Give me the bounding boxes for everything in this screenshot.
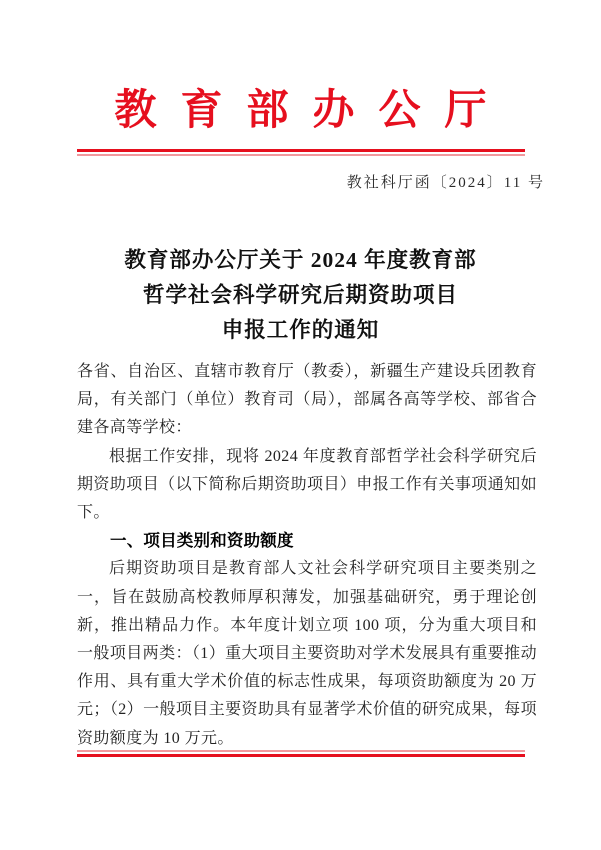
notice-title-line-3: 申报工作的通知 xyxy=(221,318,380,342)
notice-title xyxy=(0,243,601,348)
header-double-rule xyxy=(77,149,525,156)
footer-double-rule xyxy=(77,750,525,757)
document-body xyxy=(77,358,537,753)
recipients-paragraph: 各省、自治区、直辖市教育厅（教委），新疆生产建设兵团教育局，有关部门（单位）教育司（局），部属各高等学校、部省合建各高等学校： xyxy=(77,363,537,437)
header-rule-thin-line xyxy=(77,154,525,156)
section-1-paragraph: 后期资助项目是教育部人文社会科学研究项目主要类别之一，旨在鼓励高校教师厚积薄发，加强基础研究，勇于理论创新，推出精品力作。本年度计划立项 100 项，分为重大项目和一般项目两类：（1）重大项目主要资助对学术发展具有重要推动作用、具有重大学术价值的标志性成果，每项资助额度为 20 万元；（2）一般项目主要资助具有显著学术价值的研究成果，每项资助额度为 10 万元。 xyxy=(77,560,537,747)
document-number: 教社科厅函〔2024〕11 号 xyxy=(346,175,545,191)
section-1-heading: 一、项目类别和资助额度 xyxy=(110,532,294,551)
notice-title-line-2: 哲学社会科学研究后期资助项目 xyxy=(142,283,458,307)
intro-paragraph: 根据工作安排，现将 2024 年度教育部哲学社会科学研究后期资助项目（以下简称后期资助项目）申报工作有关事项通知如下。 xyxy=(77,447,537,522)
letterhead-org-name: 教育部办公厅 xyxy=(114,88,511,134)
notice-title-line-1: 教育部办公厅关于 2024 年度教育部 xyxy=(124,248,477,272)
footer-rule-thick-line xyxy=(77,754,525,757)
